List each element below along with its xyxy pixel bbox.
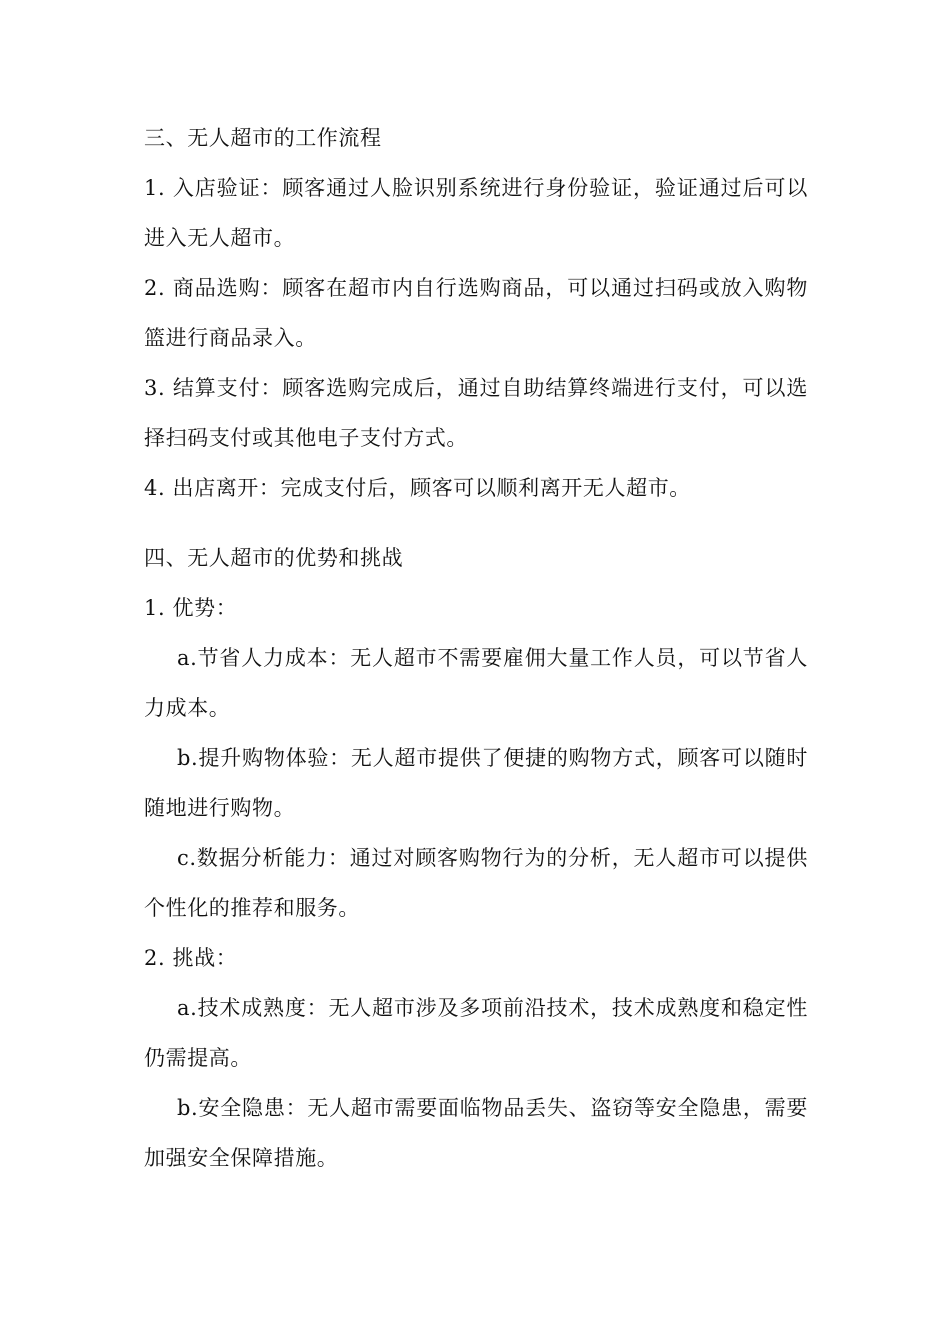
workflow-item-exit: 4. 出店离开：完成支付后，顾客可以顺利离开无人超市。 <box>144 476 691 500</box>
advantage-item-experience: b.提升购物体验：无人超市提供了便捷的购物方式，顾客可以随时随地进行购物。 <box>144 746 808 820</box>
advantage-item-data-analysis: c.数据分析能力：通过对顾客购物行为的分析，无人超市可以提供个性化的推荐和服务。 <box>144 846 808 920</box>
section-heading-workflow: 三、无人超市的工作流程 <box>144 126 382 150</box>
section-heading-pros-cons: 四、无人超市的优势和挑战 <box>144 546 404 570</box>
advantage-item-labor-cost: a.节省人力成本：无人超市不需要雇佣大量工作人员，可以节省人力成本。 <box>144 646 808 720</box>
challenges-label: 2. 挑战： <box>144 946 238 970</box>
challenge-item-tech-maturity: a.技术成熟度：无人超市涉及多项前沿技术，技术成熟度和稳定性仍需提高。 <box>144 996 808 1070</box>
advantages-label: 1. 优势： <box>144 596 238 620</box>
workflow-item-shopping: 2. 商品选购：顾客在超市内自行选购商品，可以通过扫码或放入购物篮进行商品录入。 <box>144 276 808 350</box>
workflow-item-entry: 1. 入店验证：顾客通过人脸识别系统进行身份验证，验证通过后可以进入无人超市。 <box>144 176 808 250</box>
document-body <box>144 113 808 1183</box>
workflow-item-payment: 3. 结算支付：顾客选购完成后，通过自助结算终端进行支付，可以选择扫码支付或其他电子支付方式。 <box>144 376 808 450</box>
challenge-item-security: b.安全隐患：无人超市需要面临物品丢失、盗窃等安全隐患，需要加强安全保障措施。 <box>144 1096 808 1170</box>
